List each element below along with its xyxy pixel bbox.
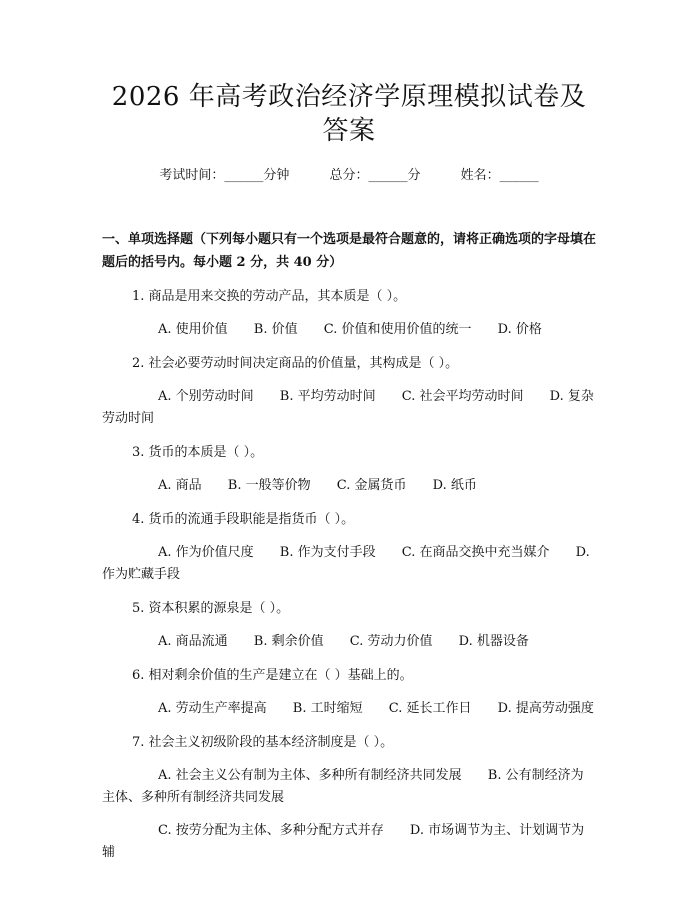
question-stem: 1. 商品是用来交换的劳动产品，其本质是（ ）。 <box>132 289 407 304</box>
page-title: 2026 年高考政治经济学原理模拟试卷及答案 <box>111 82 587 146</box>
question-stem: 5. 资本积累的源泉是（ ）。 <box>132 601 290 616</box>
option-a: A. 劳动生产率提高 <box>158 701 267 716</box>
option-c: C. 劳动力价值 <box>349 634 433 649</box>
option-d: D. 作为贮藏手段 <box>102 545 590 582</box>
question-options <box>102 386 596 430</box>
section-heading: 一、单项选择题（下列每小题只有一个选项是最符合题意的，请将正确选项的字母填在题后的括号内。每小题 2 分，共 40 分） <box>102 232 597 270</box>
option-d: D. 机器设备 <box>458 634 529 649</box>
option-a: A. 个别劳动时间 <box>158 389 254 404</box>
option-b: B. 作为支付手段 <box>279 545 376 560</box>
question-stem: 3. 货币的本质是（ ）。 <box>132 445 264 460</box>
option-a: A. 社会主义公有制为主体、多种所有制经济共同发展 <box>158 768 462 783</box>
question-options <box>102 765 596 809</box>
total-score-label: 总分：______分 <box>329 168 421 183</box>
option-c: C. 在商品交换中充当媒介 <box>401 545 550 560</box>
question-options <box>102 631 596 653</box>
student-name-label: 姓名：______ <box>460 168 539 183</box>
option-d: D. 复杂劳动时间 <box>102 389 594 426</box>
option-b: B. 价值 <box>253 322 298 337</box>
question-options <box>102 319 596 341</box>
exam-meta <box>102 166 596 186</box>
question-stem: 4. 货币的流通手段职能是指货币（ ）。 <box>132 512 355 527</box>
question-options <box>102 698 596 720</box>
question-options <box>102 820 596 864</box>
option-c: C. 延长工作日 <box>388 701 472 716</box>
exam-time-label: 考试时间：______分钟 <box>159 168 290 183</box>
question-options <box>102 475 596 497</box>
option-b: B. 一般等价物 <box>227 478 311 493</box>
option-a: A. 使用价值 <box>158 322 228 337</box>
option-c: C. 社会平均劳动时间 <box>401 389 524 404</box>
option-a: A. 商品 <box>158 478 202 493</box>
option-b: B. 平均劳动时间 <box>279 389 376 404</box>
option-a: A. 作为价值尺度 <box>158 545 254 560</box>
option-a: A. 商品流通 <box>158 634 228 649</box>
option-c: C. 按劳分配为主体、多种分配方式并存 <box>158 823 384 838</box>
question-options <box>102 542 596 586</box>
option-c: C. 价值和使用价值的统一 <box>323 322 472 337</box>
question-stem: 2. 社会必要劳动时间决定商品的价值量，其构成是（ ）。 <box>132 356 459 371</box>
option-c: C. 金属货币 <box>336 478 407 493</box>
question-stem: 6. 相对剩余价值的生产是建立在（ ）基础上的。 <box>132 668 413 683</box>
question-stem: 7. 社会主义初级阶段的基本经济制度是（ ）。 <box>132 735 394 750</box>
option-b: B. 工时缩短 <box>292 701 363 716</box>
option-d: D. 纸币 <box>432 478 477 493</box>
option-d: D. 价格 <box>497 322 542 337</box>
option-d: D. 提高劳动强度 <box>497 701 594 716</box>
option-b: B. 剩余价值 <box>253 634 324 649</box>
option-b: B. 公有制经济为主体、多种所有制经济共同发展 <box>102 768 584 805</box>
option-d: D. 市场调节为主、计划调节为辅 <box>102 823 585 860</box>
